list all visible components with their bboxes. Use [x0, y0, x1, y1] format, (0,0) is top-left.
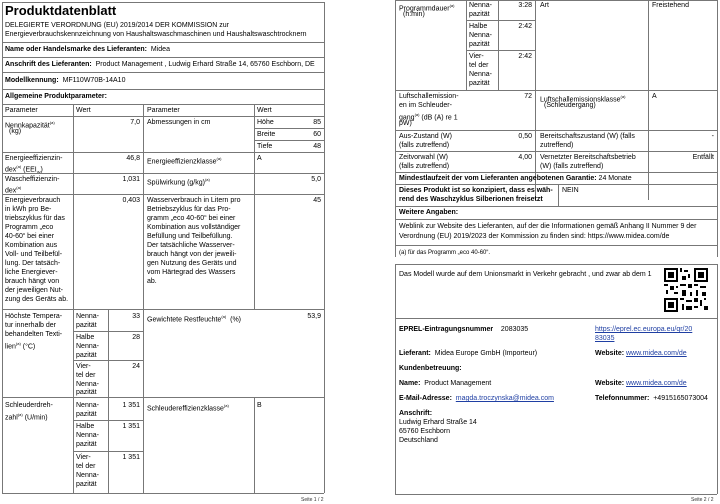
- energy-text-8: lung. Der tatsäch-: [5, 260, 61, 267]
- customer-service-heading: Kundenbetreuung:: [399, 365, 462, 372]
- water-text-2: Betriebszyklus für das Pro-: [147, 206, 231, 213]
- noise-class-value: A: [652, 93, 657, 100]
- energy-text-1: Energieverbrauch: [5, 197, 61, 204]
- noise-value: 72: [524, 93, 532, 100]
- further-info-heading: Weitere Angaben:: [399, 209, 459, 216]
- supplier-name-row: [5, 46, 170, 54]
- duration-quarter: 2:42: [518, 53, 532, 60]
- spin-text-1: Schleuderdreh-: [5, 402, 53, 409]
- depth-label: Tiefe: [257, 143, 273, 150]
- temp-halb-2: Nenna-: [76, 343, 99, 350]
- model-id: MF110W70B-14A10: [62, 77, 126, 84]
- energy-text-6: Kombination aus: [5, 242, 58, 249]
- name-value: Product Management: [424, 380, 492, 387]
- spin-viertel-3: Nenna-: [76, 472, 99, 479]
- rinse-label: Spülwirkung $(g/kg)^{(a)}$: [147, 177, 210, 187]
- spin-class-value: B: [257, 402, 262, 409]
- p2-halb-2: Nenna-: [469, 32, 492, 39]
- spin-nenn-2: pazität: [76, 411, 97, 418]
- duration-full: 3:28: [518, 2, 532, 9]
- energy-text-10: brauch hängt von: [5, 278, 60, 285]
- website-row-2: [595, 380, 687, 388]
- off-label-1: Aus-Zustand (W): [399, 133, 452, 140]
- phone-label: Telefonnummer:: [595, 395, 650, 402]
- spin-viertel-4: pazität: [76, 481, 97, 488]
- energy-value: 0,403: [122, 197, 140, 204]
- energy-text-3: triebszyklus für das: [5, 215, 65, 222]
- temp-nenn-1: Nenna-: [76, 313, 99, 320]
- datasheet-page-2: [390, 0, 720, 503]
- water-text-5: Befüllung und Teilbefüllung.: [147, 233, 233, 240]
- page-number-2: Seite 2 / 2: [691, 497, 714, 503]
- off-label-2: (falls zutreffend): [399, 142, 450, 149]
- water-text-9: vom Härtegrad des Wassers: [147, 269, 236, 276]
- address-line-3: Deutschland: [399, 437, 438, 444]
- eprel-link-2[interactable]: 83035: [595, 335, 615, 342]
- col-value-header: Wert: [76, 107, 91, 114]
- temp-halb-1: Halbe: [76, 334, 95, 341]
- noise-class-label-1: Luftschallemissionsklasse$^{(a)}$: [540, 94, 626, 104]
- website-label-2: Website:: [595, 380, 625, 387]
- eprel-label: EPREL-Eintragungsnummer: [399, 326, 494, 333]
- spin-class-label: Schleudereffizienzklasse$^{(a)}$: [147, 403, 229, 413]
- spin-value-half: 1 351: [122, 423, 140, 430]
- regulation-line-1: DELEGIERTE VERORDNUNG (EU) 2019/2014 DER KOMMISSION zur: [5, 22, 229, 29]
- phone-value: +4915165073004: [653, 395, 708, 402]
- noise-class-label-2: (Schleudergang): [544, 102, 596, 109]
- address-line-1: Ludwig Erhard Straße 14: [399, 419, 477, 426]
- energy-text-5: 40-60“ bei einer: [5, 233, 55, 240]
- delay-value: 4,00: [518, 154, 532, 161]
- market-text: Das Modell wurde auf dem Unionsmarkt in Verkehr gebracht , und zwar ab dem 1: [399, 271, 652, 278]
- datasheet-title: Produktdatenblatt: [5, 3, 117, 18]
- temp-nenn-2: pazität: [76, 322, 97, 329]
- water-text-6: Der tatsächliche Wasserver-: [147, 242, 235, 249]
- type-value: Freistehend: [652, 2, 689, 9]
- website-link[interactable]: www.midea.com/de: [626, 350, 687, 357]
- spin-value-quarter: 1 351: [122, 454, 140, 461]
- silver-value: NEIN: [562, 187, 579, 194]
- footnote: (a) für das Programm „eco 40-60“.: [399, 250, 491, 256]
- networked-value: Entfällt: [692, 154, 714, 161]
- energy-text-12: zung des Geräts ab.: [5, 296, 69, 303]
- type-label: Art: [540, 2, 549, 9]
- energy-class-value: A: [257, 155, 262, 162]
- depth-value: 48: [313, 143, 321, 150]
- p2-halb-3: pazität: [469, 41, 490, 48]
- p2-viertel-2: tel der: [469, 62, 489, 69]
- address-label: Anschrift:: [399, 410, 433, 417]
- qr-code-icon: [664, 268, 708, 312]
- guarantee-row: [399, 175, 632, 183]
- contact-name-row: [399, 380, 491, 388]
- water-text-1: Wasserverbrauch in Litern pro: [147, 197, 241, 204]
- standby-label-2: zutreffend): [540, 142, 574, 149]
- page-gap: [330, 0, 390, 503]
- silver-label-1: Dieses Produkt ist so konzipiert, dass es wäh-: [399, 187, 553, 194]
- website-label: Website:: [595, 350, 625, 357]
- spin-nenn-1: Nenna-: [76, 402, 99, 409]
- col-param-header-2: Parameter: [147, 107, 180, 114]
- energy-class-label: Energieeffizienzklasse$^{(a)}$: [147, 156, 222, 166]
- general-params-heading: Allgemeine Produktparameter:: [5, 93, 107, 100]
- energy-text-7: Voll- und Teilbefül-: [5, 251, 63, 258]
- water-text-3: gramm „eco 40-60“ bei einer: [147, 215, 236, 222]
- water-text-8: gen Nutzung des Geräts und: [147, 260, 237, 267]
- temp-viertel-2: tel der: [76, 372, 96, 379]
- p2-viertel-3: Nenna-: [469, 71, 492, 78]
- temp-viertel-4: pazität: [76, 389, 97, 396]
- noise-text-3: gang$^{(a)}$ (dB (A) re 1: [399, 112, 458, 122]
- nominal-capacity-value: 7,0: [130, 119, 140, 126]
- wash-eff-label-1: Wascheffizienzin-: [5, 176, 60, 183]
- eprel-row: [399, 326, 528, 334]
- water-value: 45: [313, 197, 321, 204]
- networked-label-2: (W) (falls zutreffend): [540, 163, 604, 170]
- energy-text-2: in kWh pro Be-: [5, 206, 52, 213]
- delay-label-2: (falls zutreffend): [399, 163, 450, 170]
- p2-viertel-1: Vier-: [469, 53, 484, 60]
- page-number-1: Seite 1 / 2: [301, 497, 324, 503]
- p2-viertel-4: pazität: [469, 80, 490, 87]
- temp-text-4: lien$^{(a)}$ (°C): [5, 341, 36, 351]
- eei-label-1: Energieeffizienzin-: [5, 155, 63, 162]
- eprel-link-1[interactable]: https://eprel.ec.europa.eu/qr/20: [595, 326, 693, 333]
- guarantee-label: Mindestlaufzeit der vom Lieferanten angebotenen Garantie:: [399, 175, 597, 182]
- temp-value-quarter: 24: [132, 363, 140, 370]
- spin-value-full: 1 351: [122, 402, 140, 409]
- temp-viertel-3: Nenna-: [76, 381, 99, 388]
- delay-label-1: Zeitvorwahl (W): [399, 154, 449, 161]
- width-value: 60: [313, 131, 321, 138]
- standby-value: -: [711, 133, 714, 140]
- energy-text-11: der jeweiligen Nut-: [5, 287, 63, 294]
- dimensions-label: Abmessungen in cm: [147, 119, 211, 126]
- weblink-text-2: Verordnung (EU) 2019/2023 der Kommission zu finden sind: https://www.midea.com/de: [399, 233, 670, 240]
- duration-label-2: (h:min): [403, 11, 425, 18]
- datasheet-page-1: [0, 0, 330, 503]
- wash-eff-value: 1,031: [122, 176, 140, 183]
- p2-halb-1: Halbe: [469, 23, 488, 30]
- email-row: [399, 395, 554, 403]
- temp-text-3: behandelten Texti-: [5, 331, 63, 338]
- website-link-2[interactable]: www.midea.com/de: [626, 380, 687, 387]
- water-text-7: brauch hängt von der jeweili-: [147, 251, 237, 258]
- standby-label-1: Bereitschaftszustand (W) (falls: [540, 133, 635, 140]
- energy-text-4: Programm „eco: [5, 224, 54, 231]
- temp-text-2: tur innerhalb der: [5, 322, 56, 329]
- regulation-line-2: Energieverbrauchskennzeichnung von Haushaltswaschmaschinen und Haushaltswaschtrocknern: [5, 31, 307, 38]
- noise-text-1: Luftschallemission-: [399, 93, 459, 100]
- eprel-value: 2083035: [500, 326, 529, 333]
- nominal-capacity-unit: (kg): [9, 128, 22, 135]
- col-value-header-2: Wert: [257, 107, 272, 114]
- supplier-address: Product Management , Ludwig Erhard Straße 14, 65760 Eschborn, DE: [95, 61, 315, 68]
- wash-eff-label-2: dex$^{(a)}$: [5, 185, 22, 195]
- spin-viertel-1: Vier-: [76, 454, 91, 461]
- p2-nenn-2: pazität: [469, 11, 490, 18]
- eei-label-2: dex$^{(a)}$ $(EEI_W)$: [5, 164, 43, 175]
- lieferant-label: Lieferant:: [399, 350, 431, 357]
- spin-halb-1: Halbe: [76, 423, 95, 430]
- rinse-value: 5,0: [311, 176, 321, 183]
- spin-halb-3: pazität: [76, 441, 97, 448]
- height-value: 85: [313, 119, 321, 126]
- lieferant-value: Midea Europe GmbH (Importeur): [434, 350, 538, 357]
- website-row: [595, 350, 687, 358]
- height-label: Höhe: [257, 119, 274, 126]
- energy-text-9: liche Energiever-: [5, 269, 58, 276]
- guarantee-value: 24 Monate: [598, 175, 632, 182]
- water-text-4: Kombination aus vollständiger: [147, 224, 241, 231]
- temp-text-1: Höchste Tempera-: [5, 313, 63, 320]
- duration-label-1: Programmdauer$^{(a)}$: [399, 3, 455, 13]
- email-link[interactable]: magda.troczynska@midea.com: [455, 395, 554, 402]
- width-label: Breite: [257, 131, 276, 138]
- residual-value: 53,9: [307, 313, 321, 320]
- eei-value: 46,8: [126, 155, 140, 162]
- model-label: Modellkennung:: [5, 77, 59, 84]
- residual-label: Gewichtete Restfeuchte$^{(a)}$ (%): [147, 314, 241, 324]
- name-label: Name:: [399, 380, 421, 387]
- address-line-2: 65760 Eschborn: [399, 428, 450, 435]
- p2-nenn-1: Nenna-: [469, 2, 492, 9]
- temp-value-full: 33: [132, 313, 140, 320]
- temp-value-half: 28: [132, 334, 140, 341]
- water-text-10: ab.: [147, 278, 157, 285]
- nominal-capacity-label: Nennkapazität$^{(a)}$: [5, 120, 55, 130]
- noise-text-4: pW): [399, 120, 412, 127]
- networked-label-1: Vernetzter Bereitschaftsbetrieb: [540, 154, 636, 161]
- weblink-text-1: Weblink zur Website des Lieferanten, auf der die Informationen gemäß Anhang II Nummer 9 der: [399, 223, 697, 230]
- model-row: [5, 77, 125, 85]
- supplier-address-label: Anschrift des Lieferanten:: [5, 61, 92, 68]
- col-param-header: Parameter: [5, 107, 38, 114]
- spin-viertel-2: tel der: [76, 463, 96, 470]
- noise-text-2: en im Schleuder-: [399, 102, 452, 109]
- temp-viertel-1: Vier-: [76, 363, 91, 370]
- phone-row: [595, 395, 708, 403]
- supplier-name-label: Name oder Handelsmarke des Lieferanten:: [5, 46, 147, 53]
- supplier-name: Midea: [150, 46, 170, 53]
- supplier-row: [399, 350, 537, 358]
- off-value: 0,50: [518, 133, 532, 140]
- silver-label-2: rend des Waschzyklus Silberionen freisetzt: [399, 196, 543, 203]
- supplier-address-row: [5, 61, 315, 69]
- duration-half: 2:42: [518, 23, 532, 30]
- temp-halb-3: pazität: [76, 352, 97, 359]
- spin-halb-2: Nenna-: [76, 432, 99, 439]
- spin-text-2: zahl$^{(a)}$ (U/min): [5, 412, 48, 422]
- email-label: E-Mail-Adresse:: [399, 395, 452, 402]
